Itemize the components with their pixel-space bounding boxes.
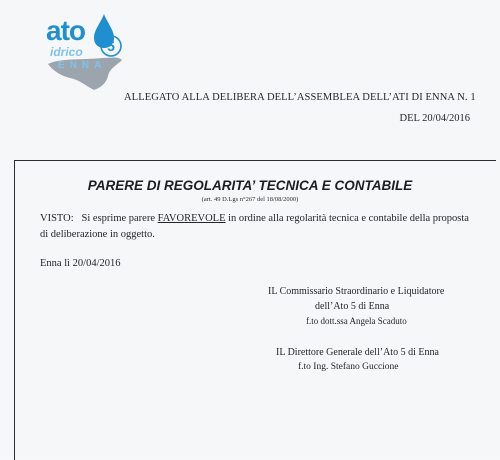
- logo-enna-text: ENNA: [58, 60, 107, 71]
- logo-idrico-text: idrico: [50, 45, 83, 59]
- parere-subtitle: (art. 49 D.Lgs n°267 del 18/08/2000): [201, 196, 299, 203]
- ato-logo: [40, 6, 130, 96]
- place-date: Enna lì 20/04/2016: [40, 258, 121, 269]
- visto-paragraph: [40, 211, 470, 243]
- direttore-role: IL Direttore Generale dell’Ato 5 di Enna: [276, 347, 439, 358]
- logo-ato-text: ato: [46, 15, 85, 46]
- parere-title: PARERE DI REGOLARITA’ TECNICA E CONTABILE: [87, 178, 413, 193]
- commissario-role-2: dell’Ato 5 di Enna: [315, 301, 390, 312]
- visto-pre: Si esprime parere: [81, 213, 156, 224]
- favorevole-word: FAVOREVOLE: [157, 213, 226, 224]
- visto-post: in ordine alla regolarità tecnica e contabile della proposta di deliberazione in oggetto.: [40, 213, 469, 240]
- commissario-role: IL Commissario Straordinario e Liquidatore: [268, 286, 445, 297]
- signature-commissario: [268, 284, 478, 329]
- logo-number: 5: [107, 38, 115, 54]
- allegato-line: ALLEGATO ALLA DELIBERA DELL’ASSEMBLEA DELL’ATI DI ENNA N. 1: [124, 92, 476, 103]
- commissario-signed: f.to dott.ssa Angela Scaduto: [306, 316, 407, 326]
- direttore-signed: f.to Ing. Stefano Guccione: [298, 362, 399, 372]
- ato-logo-graphic: [40, 6, 130, 96]
- delibera-date: DEL 20/04/2016: [399, 113, 470, 124]
- signature-direttore: [276, 345, 486, 375]
- visto-label: VISTO:: [40, 213, 74, 224]
